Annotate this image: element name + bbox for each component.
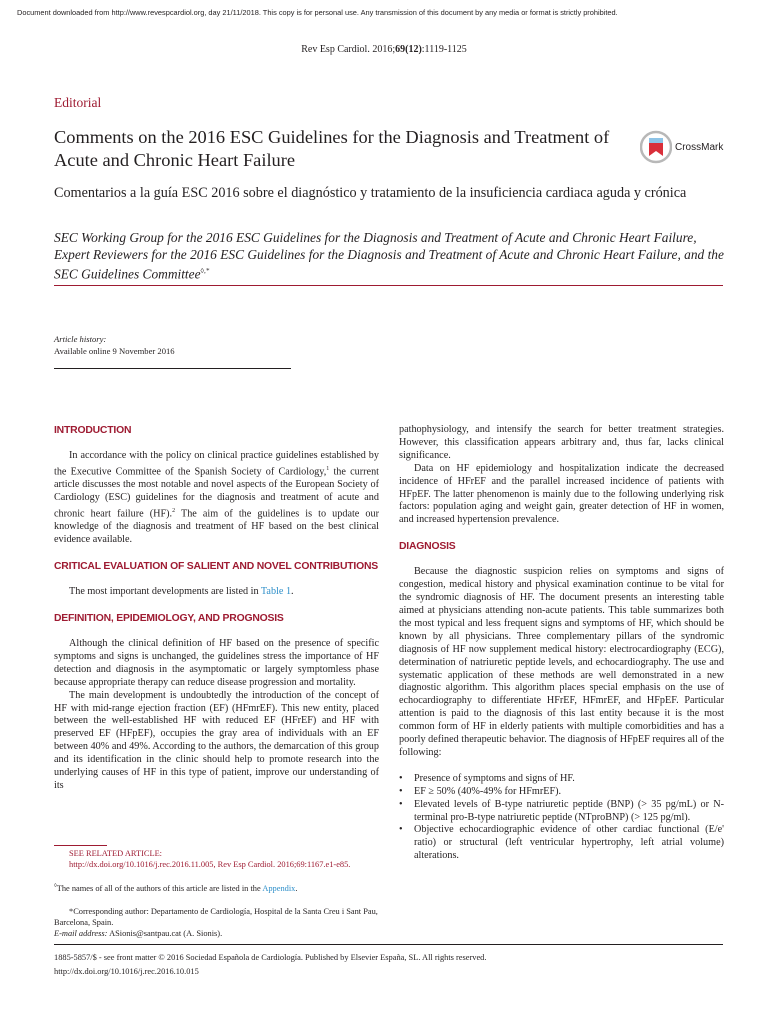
list-item — [399, 786, 724, 799]
ref-1[interactable]: 1 — [326, 465, 330, 472]
paragraph-continuation: pathophysiology, and intensify the search for better treatment strategies. However, this classification appears arbitrary and, thus far, lacks clinical significance. — [399, 424, 724, 461]
journal-volume: 69 — [395, 44, 406, 55]
heading-introduction: INTRODUCTION — [54, 425, 132, 436]
list-item — [399, 799, 724, 825]
paragraph-definition-2: The main development is undoubtedly the introduction of the concept of HF with mid-range ejection fraction (EF) (HFmrEF). This new entity, placed between the well-established HF with reduced EF (HFrEF) and HF with preserved EF (HFpEF), occupies the gray area of individuals with an EF between 40% and 49%. According to the authors, the demarcation of this group and its identification in the clinic should help to promote research into the underlying causes of HF in this type of patient, improve our understanding of its — [54, 689, 379, 791]
crossmark-icon — [640, 130, 672, 164]
intro-text-a: In accordance with the policy on clinical practice guidelines established by the Executive Committee of the Spanish Society of Cardiology, — [54, 450, 379, 478]
see-related-label: SEE RELATED ARTICLE: — [69, 849, 163, 858]
list-item — [399, 824, 724, 863]
intro-text-c: The aim of the guidelines is to update our knowledge of the diagnosis and treatment of HF based on the best clinical evidence available. — [54, 508, 379, 546]
journal-prefix: Rev Esp Cardiol. 2016; — [301, 44, 396, 55]
left-column — [54, 424, 379, 793]
article-authors — [54, 229, 724, 282]
issn-copyright: 1885-5857/$ - see front matter © 2016 Sociedad Española de Cardiología. Published by Elsevier España, SL. All rights reserved. — [54, 953, 487, 962]
corresponding-author — [54, 906, 379, 928]
corresponding-text: *Corresponding author: Departamento de Cardiología, Hospital de la Santa Creu i Sant Pau, Barcelona, Spain. — [54, 907, 378, 927]
history-divider — [54, 368, 291, 369]
download-notice: Document downloaded from http://www.revespcardiol.org, day 21/11/2018. This copy is for personal use. Any transmission of this document by any media or format is strictly prohibited. — [17, 8, 618, 17]
table-1-link[interactable]: Table 1 — [260, 586, 292, 598]
paragraph-introduction — [54, 450, 379, 547]
paragraph-critical-evaluation — [54, 586, 379, 599]
bullet-mark: • — [399, 798, 403, 810]
bullet-mark: • — [399, 785, 403, 797]
journal-issue: (12) — [405, 44, 422, 55]
authors-marks: ◊,* — [200, 267, 210, 275]
email-value[interactable]: ASionis@santpau.cat (A. Sionis). — [107, 929, 223, 938]
email-line — [54, 928, 379, 939]
heading-definition: DEFINITION, EPIDEMIOLOGY, AND PROGNOSIS — [54, 613, 284, 625]
hfpef-criteria-list — [399, 773, 724, 863]
journal-citation — [0, 44, 768, 55]
paragraph-epidemiology: Data on HF epidemiology and hospitalization indicate the decreased incidence of HFrEF and the parallel increased incidence of patients with HFpEF. The latter phenomenon is mainly due to the following underlying risk factors: population aging and weight gain, greater detection of HF in women, and increased hypertension prevalence. — [399, 462, 724, 526]
article-title: Comments on the 2016 ESC Guidelines for the Diagnosis and Treatment of Acute and Chronic Heart Failure — [54, 127, 610, 170]
authors-note-text: The names of all of the authors of this article are listed in the — [56, 883, 263, 893]
email-label: E-mail address: — [54, 929, 108, 938]
intro-text-b: the current article discusses the most notable and novel aspects of the European Society of Cardiology (ESC) guidelines for the diagnosis and treatment of acute and chronic heart failure (HF). — [54, 466, 379, 520]
list-item — [399, 773, 724, 786]
right-column — [399, 424, 724, 863]
ref-2[interactable]: 2 — [172, 508, 176, 515]
footer-divider — [54, 944, 723, 945]
bullet-mark: • — [399, 824, 403, 836]
heading-diagnosis: DIAGNOSIS — [399, 541, 456, 553]
article-history-date: Available online 9 November 2016 — [54, 346, 175, 356]
article-history-label: Article history: — [54, 334, 107, 344]
list-item-text: Presence of symptoms and signs of HF. — [414, 772, 575, 784]
list-item-text: Elevated levels of B-type natriuretic peptide (BNP) (> 35 pg/mL) or N-terminal pro-B-type natriuretic peptide (NTproBNP) (> 125 pg/ml). — [414, 798, 724, 823]
list-item-text: Objective echocardiographic evidence of other cardiac functional (E/e' ratio) or structural (left ventricular hypertrophy, left atrial volume) alterations. — [414, 824, 724, 862]
heading-critical-evaluation: CRITICAL EVALUATION OF SALIENT AND NOVEL CONTRIBUTIONS — [54, 561, 379, 573]
crossmark-badge[interactable] — [640, 130, 730, 166]
authors-note-end: . — [295, 883, 298, 893]
paragraph-definition-1: Although the clinical definition of HF based on the presence of specific symptoms and signs is unchanged, the guidelines stress the importance of HF detection and diagnosis in the asymptomatic or largely symptomless phase because appropriate therapy can reduce disease progression and mortality. — [54, 638, 379, 688]
critical-text-a: The most important developments are listed in — [69, 586, 261, 598]
authors-note-mark: ◊ — [54, 883, 57, 889]
crossmark-label: CrossMark — [675, 142, 724, 153]
list-item-text: EF ≥ 50% (40%-49% for HFmrEF). — [414, 785, 562, 797]
authors-text: SEC Working Group for the 2016 ESC Guidelines for the Diagnosis and Treatment of Acute and Chronic Heart Failure, Expert Reviewers for the 2016 ESC Guidelines for the Diagnosis and Treatment of Acute and Chronic Heart Failure, and the SEC Guidelines Committee — [54, 230, 724, 282]
appendix-link[interactable]: Appendix — [262, 883, 296, 893]
journal-pages: :1119-1125 — [421, 44, 467, 55]
see-related-link[interactable]: http://dx.doi.org/10.1016/j.rec.2016.11.005, Rev Esp Cardiol. 2016;69:1167.e1-e85. — [69, 860, 351, 869]
article-subtitle: Comentarios a la guía ESC 2016 sobre el diagnóstico y tratamiento de la insuficiencia cardiaca aguda y crónica — [54, 185, 687, 201]
footnote-divider — [54, 845, 107, 846]
critical-text-b: . — [291, 586, 294, 598]
bullet-mark: • — [399, 772, 403, 784]
section-label: Editorial — [54, 95, 102, 110]
authors-footnote — [54, 881, 379, 894]
header-divider — [54, 285, 723, 286]
doi-link[interactable]: http://dx.doi.org/10.1016/j.rec.2016.10.015 — [54, 967, 199, 976]
paragraph-diagnosis: Because the diagnostic suspicion relies on symptoms and signs of congestion, medical history and physical examination continue to be vital for the syndromic diagnosis of HF. The document presents an interesting table aimed at physicians attending non-acute patients. This table summarizes both the most typical and less frequent signs and symptoms of HF, which should be known by all physicians. Three complementary pillars of the syndromic diagnosis of HF now supplement medical history: electrocardiography (ECG), determination of natriuretic peptide levels, and echocardiography. The use and systematic application of these methods are well demonstrated in a new diagnostic algorithm. This algorithm places special emphasis on the use of echocardiography to differentiate HFrEF, HFmrEF, and HFpEF. Particular attention is paid to the diagnosis of this last entity because it is the most common form of HF in elderly patients with multiple comorbidities and has a poorly defined therapeutic behavior. The diagnosis of HFpEF requires all of the following: — [399, 566, 724, 758]
